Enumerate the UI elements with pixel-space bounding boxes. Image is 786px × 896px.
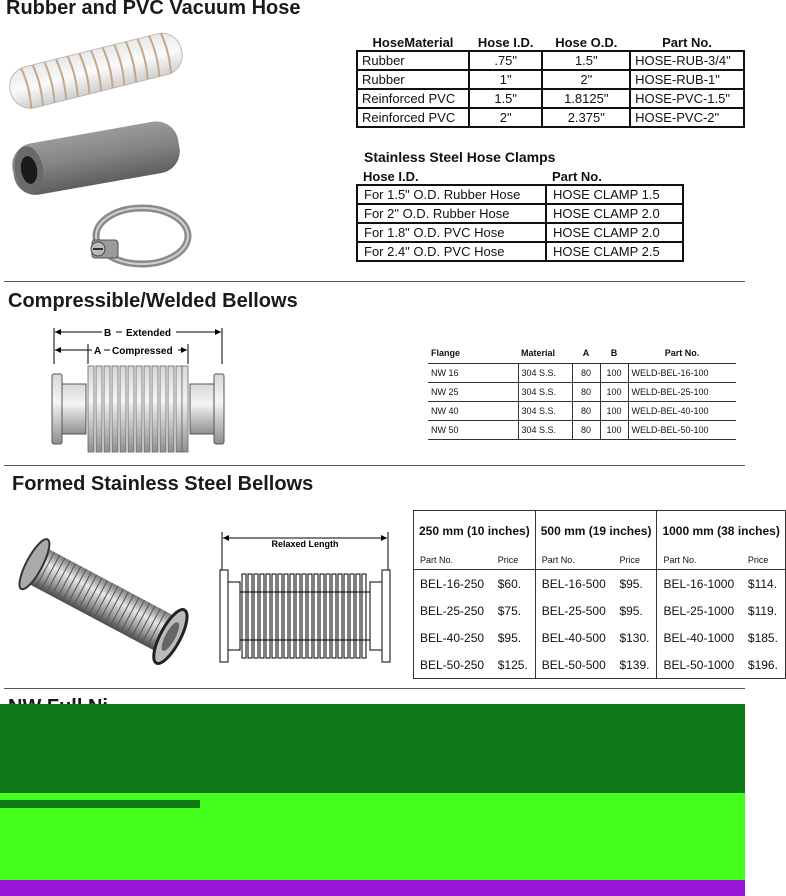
cell-material: 304 S.S. — [518, 402, 572, 421]
cell-price: $95. — [497, 630, 522, 645]
cell-part-no: WELD-BEL-40-100 — [628, 402, 736, 421]
clear-hose-image — [2, 30, 188, 112]
cell-part-no: BEL-40-500 — [535, 624, 613, 651]
cell-a: 80 — [572, 421, 600, 440]
table-row — [357, 204, 683, 223]
cell-price: $130. — [619, 630, 650, 645]
cell-flange: NW 25 — [428, 383, 518, 402]
welded-bellows-table — [428, 343, 736, 440]
cell-flange: NW 40 — [428, 402, 518, 421]
table-row — [428, 402, 736, 421]
cell-price: $60. — [497, 576, 522, 591]
cell-material: Reinforced PVC — [357, 108, 469, 127]
occluding-block-dark-green-strip — [0, 800, 200, 808]
formed-bellows-image — [4, 524, 200, 674]
header-material: Material — [518, 343, 572, 364]
cell-id: 2" — [469, 108, 543, 127]
cell-id: .75" — [469, 51, 543, 70]
cell-b: 100 — [600, 402, 628, 421]
table-row — [357, 242, 683, 261]
table-row — [428, 383, 736, 402]
table-row — [357, 108, 744, 127]
cell-clamp-part: HOSE CLAMP 2.5 — [546, 242, 683, 261]
cell-part-no: WELD-BEL-16-100 — [628, 364, 736, 383]
table-row — [357, 89, 744, 108]
header-group-1000: 1000 mm (38 inches) — [657, 511, 785, 552]
subheader-price: Price — [613, 551, 656, 570]
cell-material: Reinforced PVC — [357, 89, 469, 108]
rubber-hose-image — [4, 112, 190, 204]
cell-id: 1" — [469, 70, 543, 89]
section-divider — [4, 465, 745, 466]
section-divider — [4, 281, 745, 282]
relaxed-length-diagram — [218, 530, 393, 664]
table-row — [357, 51, 744, 70]
hose-table — [356, 34, 745, 128]
cell-od: 1.8125" — [542, 89, 630, 108]
header-hose-id: Hose I.D. — [469, 34, 543, 51]
cell-flange: NW 16 — [428, 364, 518, 383]
cell-price: $139. — [619, 657, 650, 672]
diagram-label-compressed: Compressed — [112, 346, 173, 357]
cell-price: $125. — [497, 657, 528, 672]
section-title-hose: Rubber and PVC Vacuum Hose — [6, 0, 301, 19]
occluding-block-dark-green — [0, 704, 745, 800]
cell-part-no: BEL-25-250 — [420, 603, 485, 618]
cell-part-no: BEL-16-1000 — [657, 570, 742, 598]
cell-id: 1.5" — [469, 89, 543, 108]
header-group-500: 500 mm (19 inches) — [535, 511, 657, 552]
cell-material: 304 S.S. — [518, 383, 572, 402]
cell-price: $185. — [747, 630, 778, 645]
cell-clamp-desc: For 1.5" O.D. Rubber Hose — [357, 185, 546, 204]
header-hose-od: Hose O.D. — [542, 34, 630, 51]
cell-a: 80 — [572, 383, 600, 402]
header-part-no: Part No. — [628, 343, 736, 364]
cell-od: 1.5" — [542, 51, 630, 70]
cell-part-no: BEL-25-1000 — [657, 597, 742, 624]
header-flange: Flange — [428, 343, 518, 364]
diagram-label-b: B — [104, 328, 112, 339]
cell-clamp-desc: For 2" O.D. Rubber Hose — [357, 204, 546, 223]
section-title-formed-bellows: Formed Stainless Steel Bellows — [12, 473, 314, 495]
occluding-block-purple — [0, 880, 745, 896]
cell-clamp-part: HOSE CLAMP 1.5 — [546, 185, 683, 204]
cell-part-no: WELD-BEL-50-100 — [628, 421, 736, 440]
cell-material: Rubber — [357, 51, 469, 70]
header-b: B — [600, 343, 628, 364]
cell-b: 100 — [600, 364, 628, 383]
cell-price: $75. — [497, 603, 522, 618]
table-row — [428, 421, 736, 440]
diagram-label-relaxed-length: Relaxed Length — [271, 539, 339, 549]
table-row — [414, 651, 786, 679]
cell-part-no: BEL-50-1000 — [657, 651, 742, 679]
cell-clamp-part: HOSE CLAMP 2.0 — [546, 204, 683, 223]
cell-material: 304 S.S. — [518, 364, 572, 383]
cell-part-no: BEL-50-250 — [420, 657, 485, 672]
cell-part-no: BEL-16-250 — [420, 576, 485, 591]
header-hose-material: HoseMaterial — [357, 34, 469, 51]
cell-clamp-desc: For 2.4" O.D. PVC Hose — [357, 242, 546, 261]
cell-part-no: HOSE-RUB-3/4" — [630, 51, 744, 70]
cell-part-no: BEL-50-500 — [535, 651, 613, 679]
cell-clamp-desc: For 1.8" O.D. PVC Hose — [357, 223, 546, 242]
section-divider — [4, 688, 745, 689]
cell-od: 2" — [542, 70, 630, 89]
header-part-no: Part No. — [630, 34, 744, 51]
clamp-table — [356, 168, 684, 262]
cell-a: 80 — [572, 364, 600, 383]
cell-price: $95. — [619, 603, 643, 618]
cell-part-no: HOSE-PVC-1.5" — [630, 89, 744, 108]
table-row — [357, 185, 683, 204]
cell-material: Rubber — [357, 70, 469, 89]
cell-od: 2.375" — [542, 108, 630, 127]
subheader-part-no: Part No. — [657, 551, 742, 570]
welded-bellows-diagram — [48, 324, 228, 450]
subheader-price: Price — [492, 551, 535, 570]
cell-b: 100 — [600, 383, 628, 402]
cell-part-no: WELD-BEL-25-100 — [628, 383, 736, 402]
header-group-250: 250 mm (10 inches) — [414, 511, 536, 552]
header-clamp-part-no: Part No. — [546, 168, 683, 185]
diagram-label-a: A — [94, 346, 102, 357]
cell-material: 304 S.S. — [518, 421, 572, 440]
cell-part-no: BEL-25-500 — [535, 597, 613, 624]
formed-bellows-table — [413, 510, 786, 679]
cell-part-no: BEL-40-250 — [420, 630, 485, 645]
cell-price: $119. — [747, 603, 778, 618]
header-clamp-hose-id: Hose I.D. — [357, 168, 546, 185]
cell-a: 80 — [572, 402, 600, 421]
cell-part-no: BEL-16-500 — [535, 570, 613, 598]
table-row — [414, 624, 786, 651]
clamp-section-title: Stainless Steel Hose Clamps — [364, 149, 556, 165]
section-title-welded-bellows: Compressible/Welded Bellows — [8, 290, 298, 312]
hose-clamp-image — [84, 196, 194, 272]
subheader-part-no: Part No. — [535, 551, 613, 570]
table-row — [428, 364, 736, 383]
cell-price: $114. — [747, 576, 778, 591]
cell-price: $196. — [747, 657, 778, 672]
table-row — [414, 597, 786, 624]
cell-flange: NW 50 — [428, 421, 518, 440]
cell-part-no: HOSE-RUB-1" — [630, 70, 744, 89]
table-row — [357, 223, 683, 242]
subheader-price: Price — [742, 551, 785, 570]
diagram-label-extended: Extended — [126, 328, 172, 339]
cell-clamp-part: HOSE CLAMP 2.0 — [546, 223, 683, 242]
cell-part-no: HOSE-PVC-2" — [630, 108, 744, 127]
cell-b: 100 — [600, 421, 628, 440]
table-row — [357, 70, 744, 89]
subheader-part-no: Part No. — [414, 551, 492, 570]
cell-price: $95. — [619, 576, 643, 591]
cell-part-no: BEL-40-1000 — [657, 624, 742, 651]
table-row — [414, 570, 786, 598]
header-a: A — [572, 343, 600, 364]
